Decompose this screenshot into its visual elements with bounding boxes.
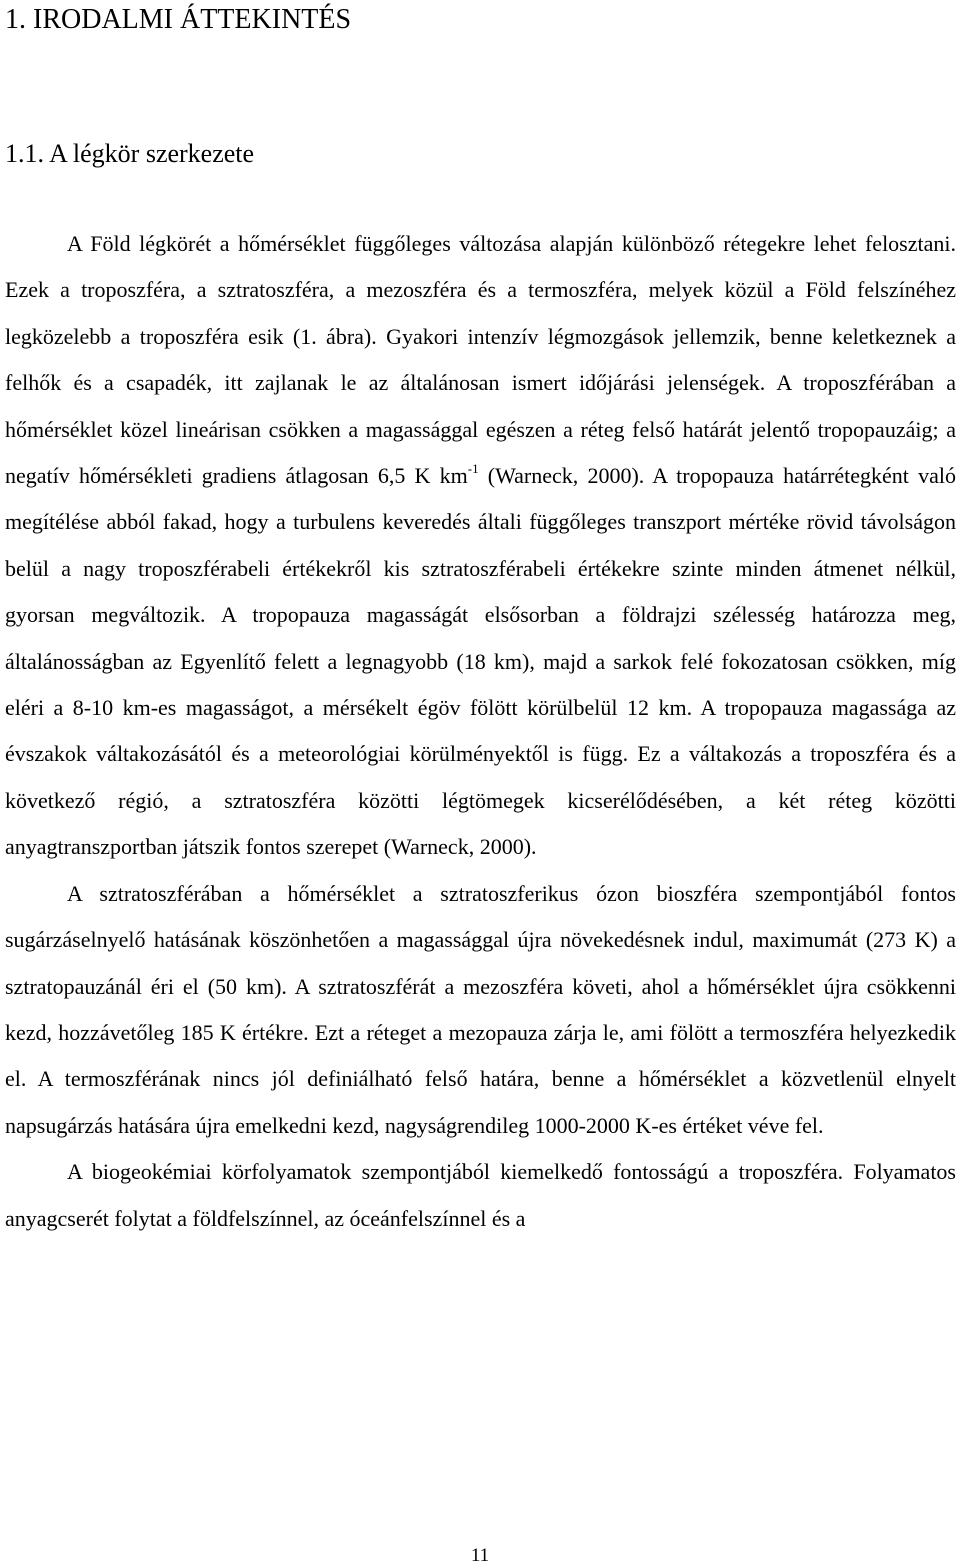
page-number: 11 xyxy=(470,1545,490,1566)
superscript-exponent: -1 xyxy=(467,461,479,477)
body-text xyxy=(5,221,956,1242)
paragraph-1-part-a: A Föld légkörét a hőmérséklet függőleges változása alapján különböző rétegekre lehet felosztani. Ezek a troposzféra, a sztratoszféra, a mezoszféra és a termoszféra, melyek közül a Föld felszínéhez legközelebb a troposzféra esik (1. ábra). Gyakori intenzív légmozgások jellemzik, benne keletkeznek a felhők és a csapadék, itt zajlanak le az általánosan ismert időjárási jelenségek. A troposzférában a hőmérséklet közel lineárisan csökken a magassággal egészen a réteg felső határát jelentő tropopauzáig; a negatív hőmérsékleti gradiens átlagosan 6,5 K km xyxy=(5,231,956,489)
section-heading: 1.1. A légkör szerkezete xyxy=(5,139,255,168)
paragraph-2: A sztratoszférában a hőmérséklet a sztratoszferikus ózon bioszféra szempontjából fontos sugárzáselnyelő hatásának köszönhetően a magassággal újra növekedésnek indul, maximumát (273 K) a sztratopauzánál éri el (50 km). A sztratoszférát a mezoszféra követi, ahol a hőmérséklet újra csökkenni kezd, hozzávetőleg 185 K értékre. Ezt a réteget a mezopauza zárja le, ami fölött a termoszféra helyezkedik el. A termoszférának nincs jól definiálható felső határa, benne a hőmérséklet a közvetlenül elnyelt napsugárzás hatására újra emelkedni kezd, nagyságrendileg 1000-2000 K-es értéket véve fel. xyxy=(5,880,956,1138)
paragraph-1 xyxy=(5,221,956,871)
paragraph-1-part-b: (Warneck, 2000). A tropopauza határrétegként való megítélése abból fakad, hogy a turbulens keveredés általi függőleges transzport mértéke rövid távolságon belül a nagy troposzférabeli értékekről kis sztratoszférabeli értékekre szinte minden átmenet nélkül, gyorsan megváltozik. A tropopauza magasságát elsősorban a földrajzi szélesség határozza meg, általánosságban az Egyenlítő felett a legnagyobb (18 km), majd a sarkok felé fokozatosan csökken, míg eléri a 8-10 km-es magasságot, a mérsékelt égöv fölött körülbelül 12 km. A tropopauza magassága az évszakok váltakozásától és a meteorológiai körülményektől is függ. Ez a váltakozás a troposzféra és a következő régió, a sztratoszféra közötti légtömegek kicserélődésében, a két réteg közötti anyagtranszportban játszik fontos szerepet (Warneck, 2000). xyxy=(5,463,956,860)
paragraph-3: A biogeokémiai körfolyamatok szempontjából kiemelkedő fontosságú a troposzféra. Folyamatos anyagcserét folytat a földfelszínnel, az óceánfelszínnel és a xyxy=(5,1159,956,1231)
chapter-heading: 1. IRODALMI ÁTTEKINTÉS xyxy=(5,4,352,35)
